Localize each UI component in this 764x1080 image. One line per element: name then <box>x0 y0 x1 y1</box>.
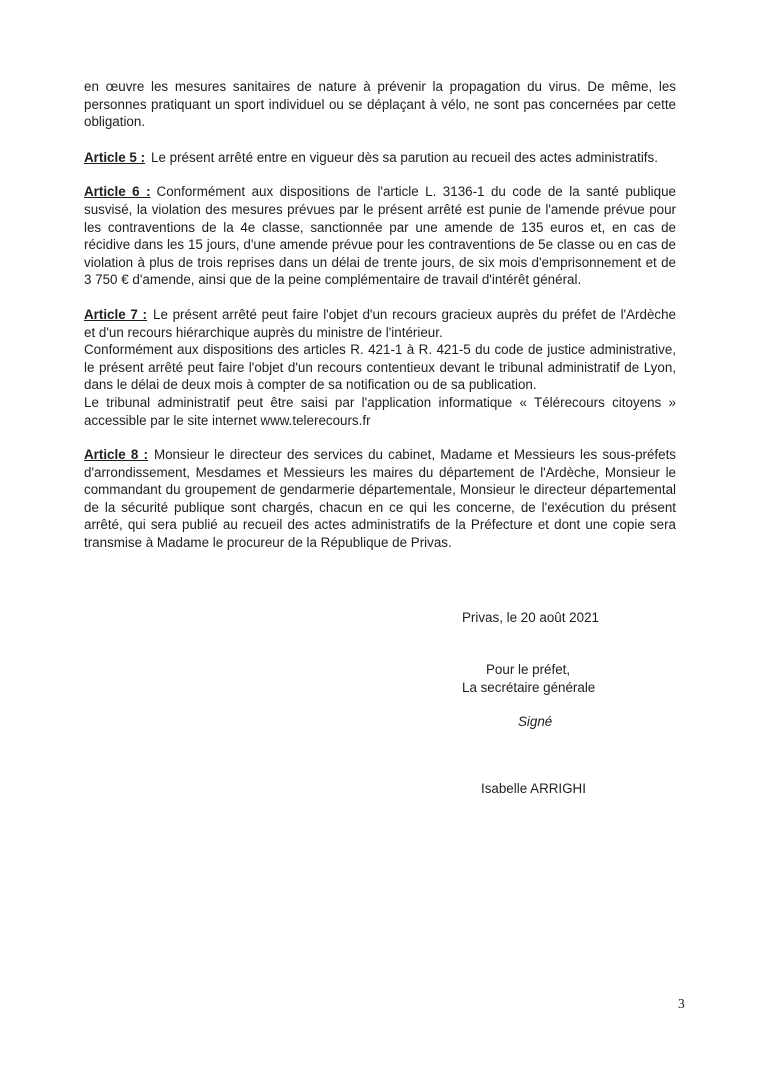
signatory-pour: Pour le préfet, <box>486 662 571 677</box>
signatory-name: Isabelle ARRIGHI <box>481 781 586 796</box>
article-5-label: Article 5 : <box>84 149 146 165</box>
page-number: 3 <box>678 996 685 1011</box>
signed-mention: Signé <box>518 714 553 729</box>
article-7-paragraph-2: Conformément aux dispositions des articles R. 421-1 à R. 421-5 du code de justice administrative, le présent arrêté peut faire l'objet d'un recours contentieux devant le tribunal administratif de Lyon, dans le délai de deux mois à compter de sa notification ou de sa publication. <box>84 342 676 393</box>
article-6-text: Conformément aux dispositions de l'article L. 3136-1 du code de la santé publique susvisé, la violation des mesures prévues par le présent arrêté est punie de l'amende prévue pour les contraventions de la 4e classe, sanctionnée par une amende de 135 euros et, en cas de récidive dans les 15 jours, d'une amende prévue pour les contraventions de 5e classe ou en cas de violation à plus de trois reprises dans un délai de trente jours, de six mois d'emprisonnement et de 3 750 € d'amende, ainsi que de la peine complémentaire de travail d'intérêt général. <box>84 184 676 288</box>
article-8-label: Article 8 : <box>84 447 148 463</box>
article-5-text: Le présent arrêté entre en vigueur dès sa parution au recueil des actes administratifs. <box>151 149 658 165</box>
article-6 <box>84 183 676 289</box>
article-7-label: Article 7 : <box>84 306 147 322</box>
place-date: Privas, le 20 août 2021 <box>462 610 599 625</box>
article-6-label: Article 6 : <box>84 184 151 200</box>
article-7-paragraph-3: Le tribunal administratif peut être saisi par l'application informatique « Télérecours citoyens » accessible par le site internet www.telerecours.fr <box>84 394 676 428</box>
intro-paragraph: en œuvre les mesures sanitaires de nature à prévenir la propagation du virus. De même, les personnes pratiquant un sport individuel ou se déplaçant à vélo, ne sont pas concernées par cette obligation. <box>84 79 676 130</box>
article-8-text: Monsieur le directeur des services du cabinet, Madame et Messieurs les sous-préfets d'arrondissement, Mesdames et Messieurs les maires du département de l'Ardèche, Monsieur le commandant du groupement de gendarmerie départementale, Monsieur le directeur départemental de la sécurité publique sont chargés, chacun en ce qui les concerne, de l'exécution du présent arrêté, qui sera publié au recueil des actes administratifs de la Préfecture et dont une copie sera transmise à Madame le procureur de la République de Privas. <box>84 447 677 551</box>
signatory-title: La secrétaire générale <box>462 680 596 695</box>
article-7 <box>84 306 676 341</box>
document-body <box>84 78 676 552</box>
article-7-text-1: Le présent arrêté peut faire l'objet d'un recours gracieux auprès du préfet de l'Ardèche et d'un recours hiérarchique auprès du ministre de l'intérieur. <box>84 306 676 340</box>
article-5 <box>84 149 676 167</box>
article-8 <box>84 446 676 552</box>
